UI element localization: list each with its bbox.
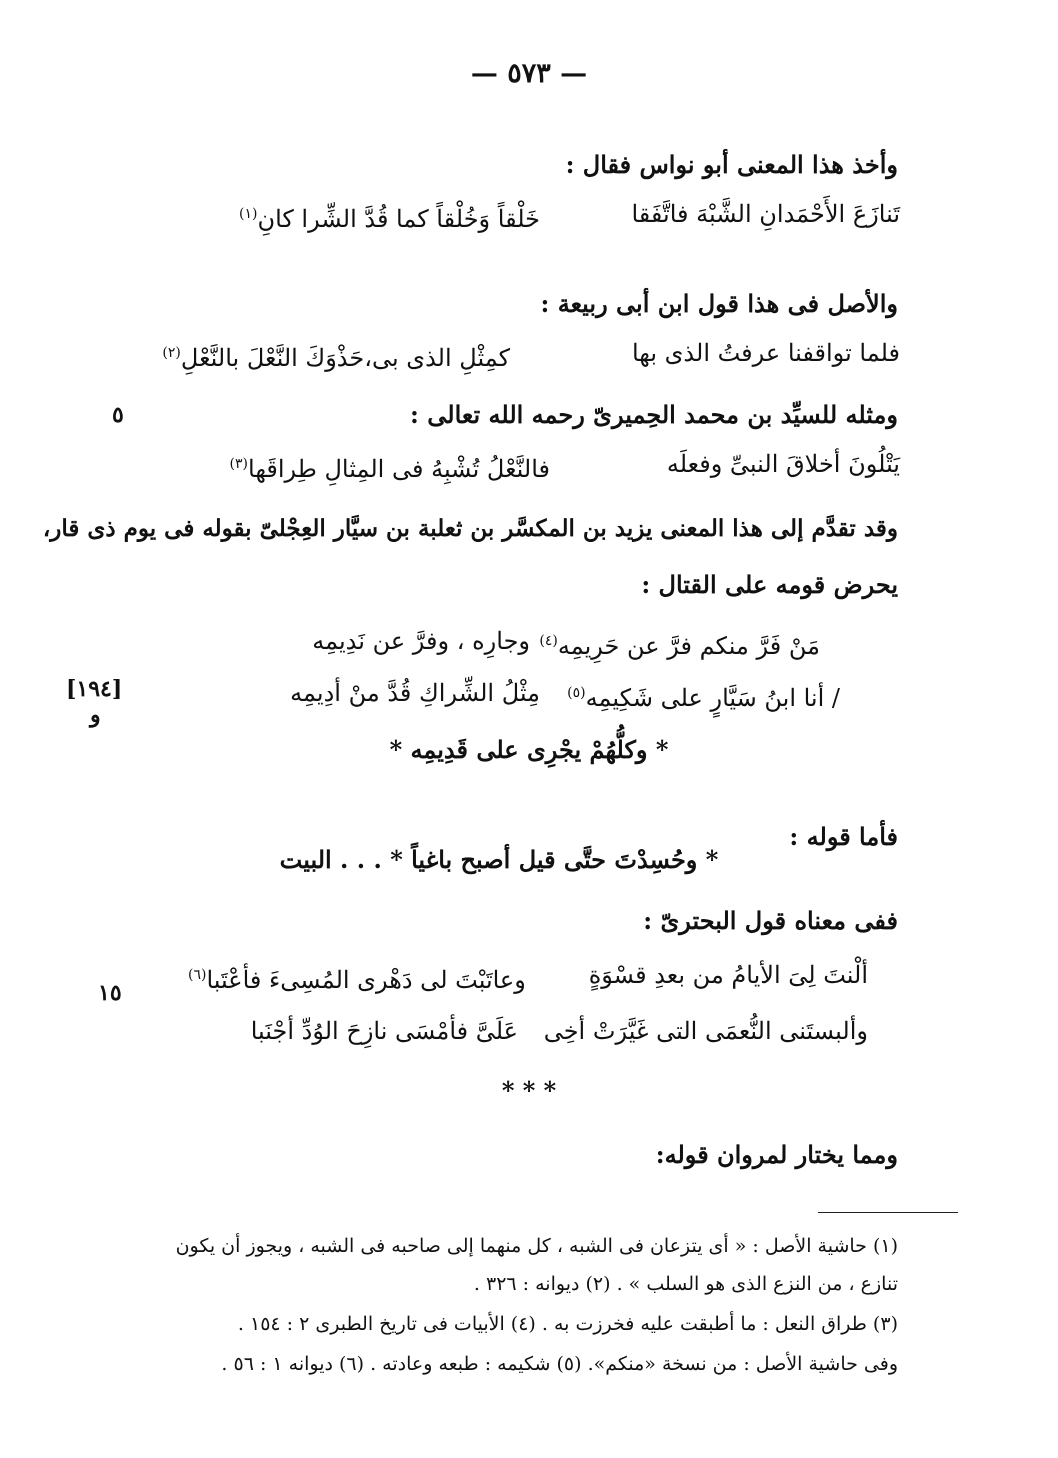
margin-line-number-15: ١٥	[98, 980, 122, 1006]
intro-sayyid-himyari: ومثله للسيِّد بن محمد الحِميرىّ رحمه الله تعالى :	[410, 400, 898, 429]
footnote-5-6: وفى حاشية الأصل : من نسخة «منكم». (٥) شكيمه : طبعه وعادته . (٦) ديوانه ١ : ٥٦ .	[221, 1353, 898, 1375]
verse-hemistich-second: وجارِه ، وفرَّ عن نَدِيمِه	[312, 627, 530, 655]
quoted-hemistich: * وحُسِدْتَ حتَّى قيل أصبح باغياً * . . . البيت	[279, 845, 719, 874]
footnote-1-cont: تنازع ، من النزع الذى هو السلب » . (٢) ديوانه : ٣٢٦ .	[473, 1273, 898, 1295]
footnote-3-4: (٣) طراق النعل : ما أطبقت عليه فخرزت به . (٤) الأبيات فى تاريخ الطبرى ٢ : ١٥٤ .	[237, 1313, 898, 1335]
verse-hemistich-text: / أنا ابنُ سَيَّارٍ على شَكِيمِه	[585, 684, 840, 712]
intro-buhturi: ففى معناه قول البحترىّ :	[643, 906, 898, 935]
section-separator: * * *	[501, 1076, 557, 1105]
intro-ibn-abi-rabia: والأصل فى هذا قول ابن أبى ربيعة :	[540, 289, 898, 318]
verse-hemistich-text: كمِثْلِ الذى بى،حَذْوَكَ النَّعْلَ بالنَّعْلِ	[180, 344, 510, 372]
intro-his-saying: فأما قوله :	[789, 822, 898, 851]
verse-yazid-2	[240, 676, 840, 715]
footnote-ref-6: (٦)	[188, 967, 207, 983]
verse-hemistich-text: خَلْقاً وَخُلْقاً كما قُدَّ الشِّرا كانِ	[257, 205, 540, 233]
verse-hemistich-first: فلما تواقفنا عرفتُ الذى بها	[631, 339, 900, 367]
verse-hemistich-second	[188, 958, 526, 997]
verse-hemistich-first: وألبستَنى النُّعمَى التى غَيَّرَتْ أخِى	[543, 1017, 868, 1045]
footnote-ref-3: (٣)	[229, 456, 248, 472]
footnote-ref-2: (٢)	[162, 345, 181, 361]
verse-yazid-1	[240, 624, 820, 663]
intro-abu-nuwas: وأخذ هذا المعنى أبو نواس فقال :	[565, 150, 898, 179]
footnote-1: (١) حاشية الأصل : « أى يتزعان فى الشبه ، كل منهما إلى صاحبه فى الشبه ، ويجوز أن يكون	[175, 1235, 898, 1257]
verse-buhturi-2	[188, 1014, 868, 1048]
verse-hemistich-first	[540, 676, 840, 715]
verse-hemistich-text: وعاتَبْتَ لى دَهْرى المُسِىءَ فأعْتَبا	[206, 966, 526, 994]
footnote-rule	[818, 1212, 958, 1213]
margin-folio-number: [١٩٤]	[66, 676, 123, 702]
footnote-ref-1: (١)	[238, 206, 258, 222]
verse-hemistich-first: يَتْلُونَ أخلاقَ النبىِّ وفعلَه	[666, 450, 900, 478]
margin-line-number-5: ٥	[112, 402, 124, 428]
verse-hemistich-second: مِثْلُ الشِّراكِ قُدَّ منْ أدِيمِه	[290, 679, 540, 707]
verse-buhturi-1	[188, 958, 868, 997]
verse-hemistich-first	[530, 624, 820, 663]
verse-sayyid-himyari	[200, 447, 900, 486]
verse-hemistich-text: مَنْ فَرَّ منكم فرَّ عن حَرِيمِه	[557, 632, 820, 660]
margin-folio-side: و	[90, 702, 101, 728]
verse-yazid-3: * وكلُّهُمْ يجْرِى على قَدِيمِه *	[389, 735, 669, 764]
verse-hemistich-text: فالنَّعْلُ تُشْبِهُ فى المِثالِ طِراقَها	[248, 455, 550, 483]
verse-hemistich-second	[239, 197, 540, 236]
page-number: — ٥٧٣ —	[470, 58, 588, 89]
verse-hemistich-first: ألْنتَ لِىَ الأيامُ من بعدِ قسْوَةٍ	[588, 961, 868, 989]
verse-hemistich-second	[162, 336, 510, 375]
intro-yazid-cont: يحرض قومه على القتال :	[641, 570, 898, 599]
verse-hemistich-second: عَلَىَّ فأمْسَى نازِحَ الوُدِّ أجْنَبا	[250, 1017, 518, 1045]
verse-abu-nuwas	[155, 197, 900, 236]
intro-yazid: وقد تقدَّم إلى هذا المعنى يزيد بن المكسَّر بن ثعلبة بن سيَّار العِجْلىّ بقوله فى يوم ذى قار،	[42, 515, 898, 542]
intro-marwan: ومما يختار لمروان قوله:	[655, 1140, 898, 1169]
verse-ibn-abi-rabia	[140, 336, 900, 375]
verse-hemistich-second	[230, 447, 550, 486]
verse-hemistich-first: تَنازَعَ الأَحْمَدانِ الشَّبْهَ فاتَّفَقا	[631, 200, 900, 228]
footnote-ref-4: (٤)	[539, 633, 558, 649]
footnote-ref-5: (٥)	[567, 685, 586, 701]
